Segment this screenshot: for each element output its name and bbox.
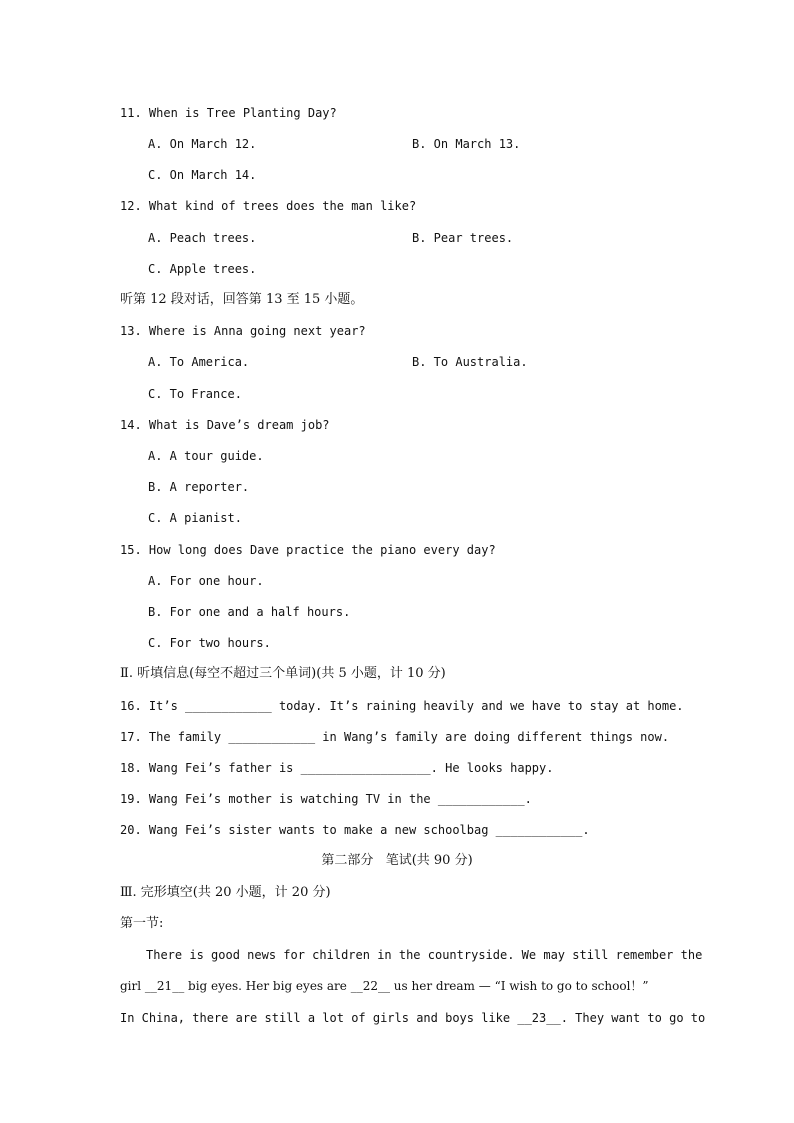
fill-20: 20. Wang Fei’s sister wants to make a new schoolbag ____________.: [120, 823, 590, 837]
question-12-option-a: A. Peach trees.: [148, 231, 257, 245]
question-12-option-c: C. Apple trees.: [148, 262, 257, 276]
question-15-option-c: C. For two hours.: [148, 636, 271, 650]
listening-instruction: 听第 12 段对话，回答第 13 至 15 小题。: [120, 292, 364, 307]
question-13-option-a: A. To America.: [148, 355, 250, 369]
blank-23: __23__: [517, 1011, 561, 1025]
part-2-title: 第二部分 笔试(共 90 分): [321, 853, 473, 868]
fill-18: 18. Wang Fei’s father is __________________. He looks happy.: [120, 761, 554, 775]
question-11-stem: 11. When is Tree Planting Day?: [120, 106, 337, 120]
question-13-stem: 13. Where is Anna going next year?: [120, 324, 366, 338]
blank-21: __21__: [144, 979, 185, 993]
passage-line-2: girl __21__ big eyes. Her big eyes are __22__ us her dream — “I wish to go to school！”: [120, 979, 649, 993]
question-15-option-a: A. For one hour.: [148, 574, 264, 588]
question-14-option-b: B. A reporter.: [148, 480, 250, 494]
question-15-stem: 15. How long does Dave practice the piano every day?: [120, 543, 496, 557]
fill-19: 19. Wang Fei’s mother is watching TV in the ____________.: [120, 792, 532, 806]
question-14-stem: 14. What is Dave’s dream job?: [120, 418, 330, 432]
question-13-option-c: C. To France.: [148, 387, 242, 401]
question-14-option-a: A. A tour guide.: [148, 449, 264, 463]
section-3-title: Ⅲ. 完形填空(共 20 小题，计 20 分): [120, 885, 331, 900]
passage-line-3: In China, there are still a lot of girls and boys like __23__. They want to go to: [120, 1011, 706, 1025]
blank-22: __22__: [350, 979, 390, 993]
section-2-title: Ⅱ. 听填信息(每空不超过三个单词)(共 5 小题，计 10 分): [120, 666, 446, 681]
question-11-option-a: A. On March 12.: [148, 137, 257, 151]
section-one-label: 第一节:: [120, 916, 164, 931]
question-12-option-b: B. Pear trees.: [412, 231, 514, 245]
passage-line-1: There is good news for children in the countryside. We may still remember the: [146, 948, 703, 962]
question-13-option-b: B. To Australia.: [412, 355, 528, 369]
fill-17: 17. The family ____________ in Wang’s family are doing different things now.: [120, 730, 670, 744]
question-11-option-b: B. On March 13.: [412, 137, 521, 151]
question-15-option-b: B. For one and a half hours.: [148, 605, 351, 619]
question-14-option-c: C. A pianist.: [148, 511, 242, 525]
question-11-option-c: C. On March 14.: [148, 168, 257, 182]
fill-16: 16. It’s ____________ today. It’s raining heavily and we have to stay at home.: [120, 699, 684, 713]
question-12-stem: 12. What kind of trees does the man like?: [120, 199, 417, 213]
